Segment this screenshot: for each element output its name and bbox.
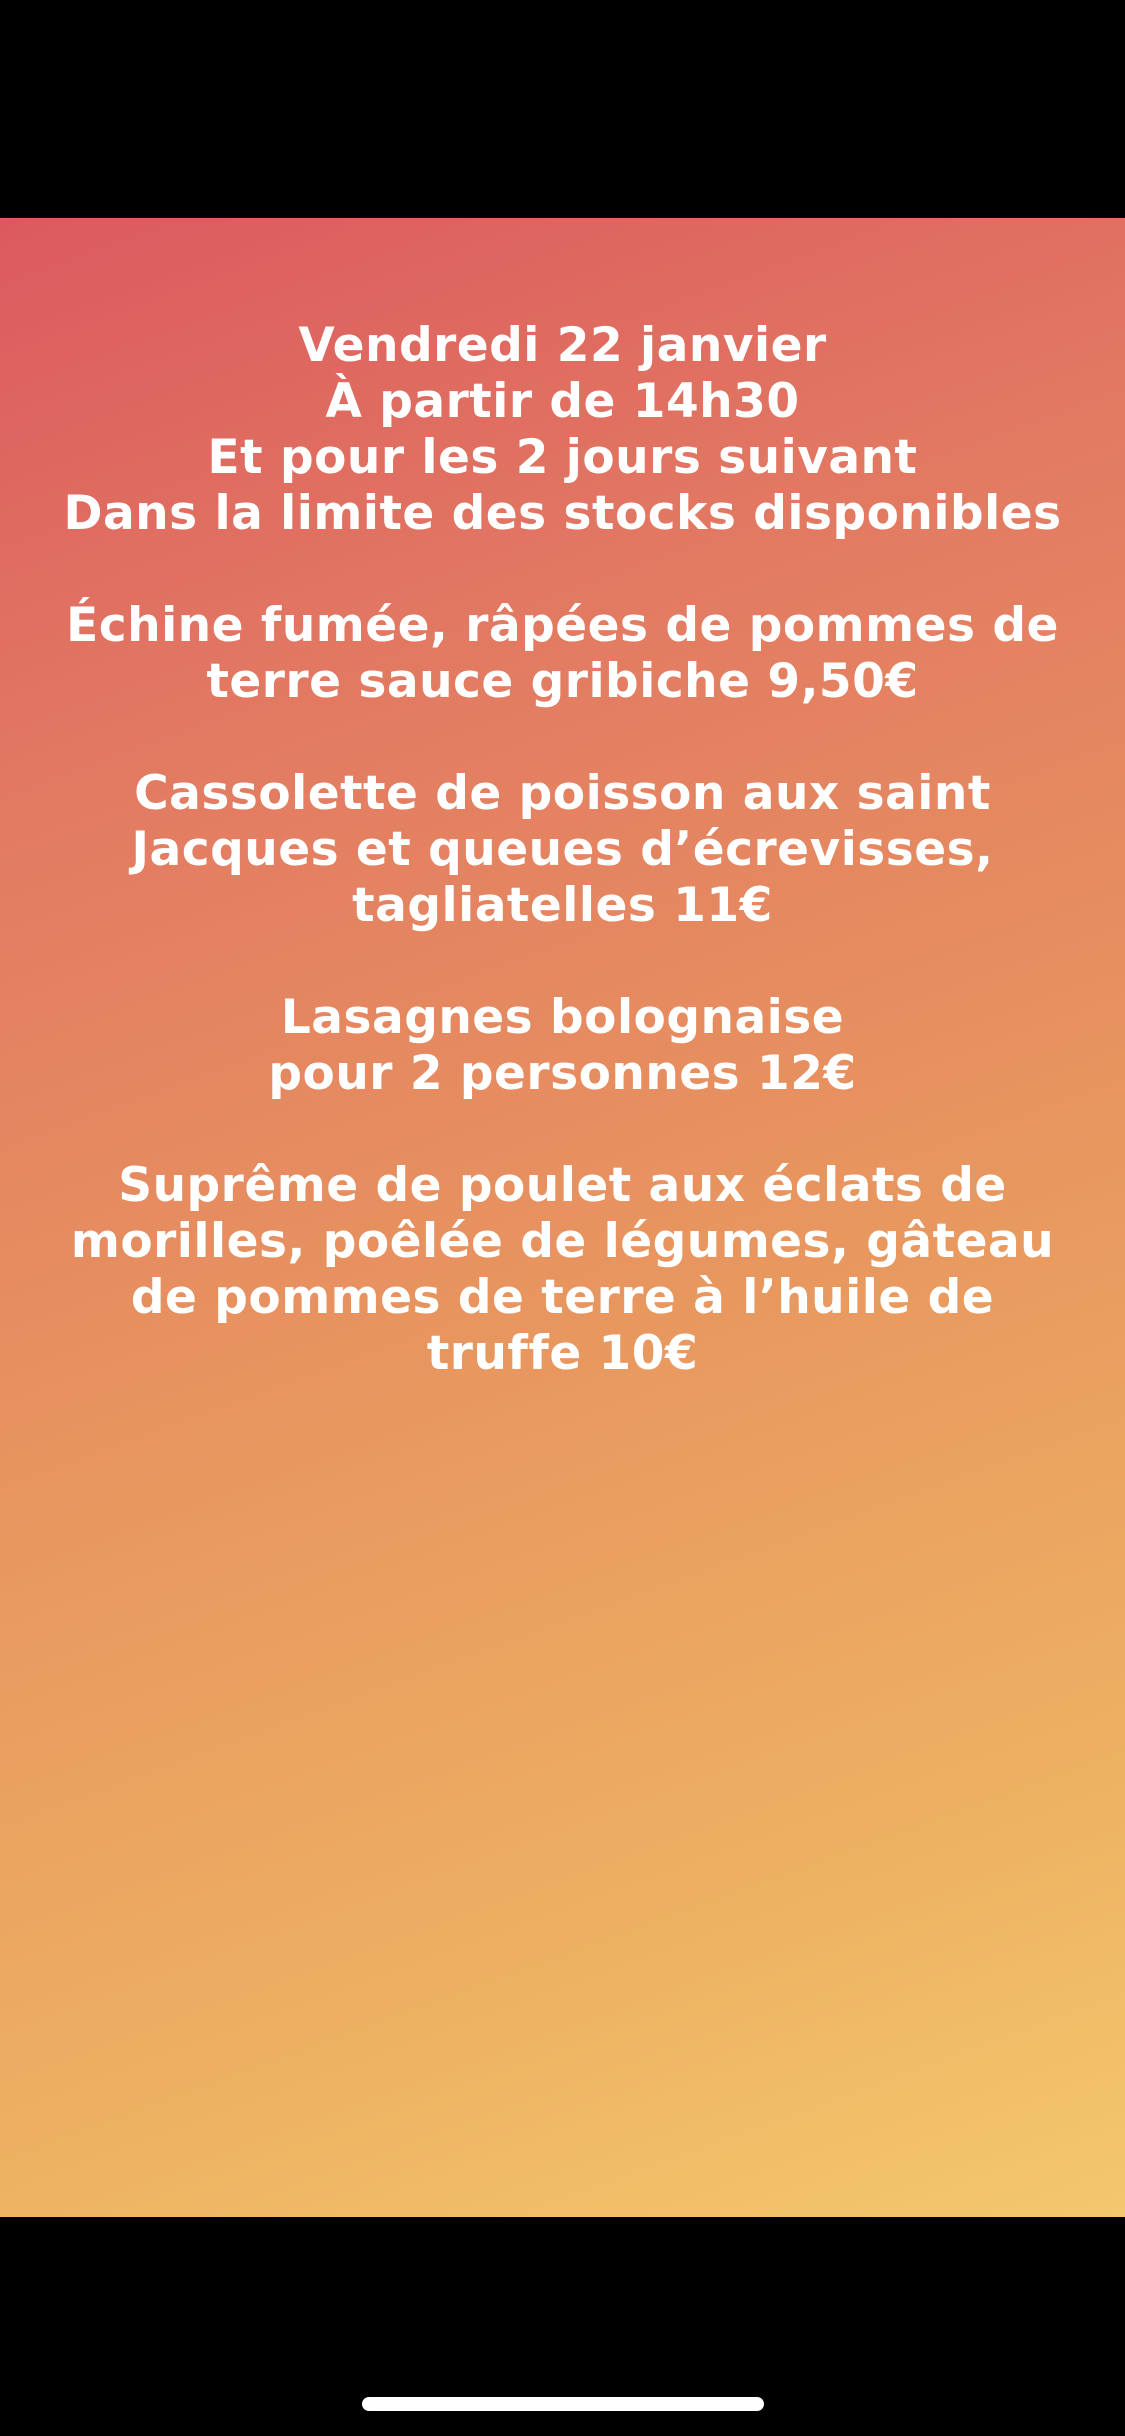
dish-item bbox=[60, 1158, 1065, 1382]
intro-block bbox=[60, 318, 1065, 542]
dish-text: pour 2 personnes 12€ bbox=[268, 1046, 857, 1101]
dish-text: truffe 10€ bbox=[426, 1326, 699, 1381]
top-black-bar bbox=[0, 0, 1125, 218]
intro-date: Vendredi 22 janvier bbox=[298, 318, 827, 373]
dish-text: Lasagnes bolognaise bbox=[280, 990, 845, 1045]
home-indicator[interactable] bbox=[362, 2397, 764, 2411]
dish-text: Suprême de poulet aux éclats de bbox=[118, 1158, 1007, 1213]
dish-text: Cassolette de poisson aux saint bbox=[134, 766, 991, 821]
intro-time: À partir de 14h30 bbox=[325, 374, 800, 429]
dish-text: de pommes de terre à l’huile de bbox=[130, 1270, 995, 1325]
intro-stock-note: Dans la limite des stocks disponibles bbox=[63, 486, 1062, 541]
menu-text bbox=[60, 318, 1065, 1438]
dish-item bbox=[60, 598, 1065, 710]
dish-text: morilles, poêlée de légumes, gâteau bbox=[70, 1214, 1055, 1269]
dish-text: Échine fumée, râpées de pommes de bbox=[66, 598, 1059, 653]
dish-item bbox=[60, 766, 1065, 934]
dish-text: Jacques et queues d’écrevisses, bbox=[131, 822, 994, 877]
dish-item bbox=[60, 990, 1065, 1102]
dish-text: terre sauce gribiche 9,50€ bbox=[206, 654, 919, 709]
dish-text: tagliatelles 11€ bbox=[352, 878, 773, 933]
intro-duration: Et pour les 2 jours suivant bbox=[207, 430, 918, 485]
